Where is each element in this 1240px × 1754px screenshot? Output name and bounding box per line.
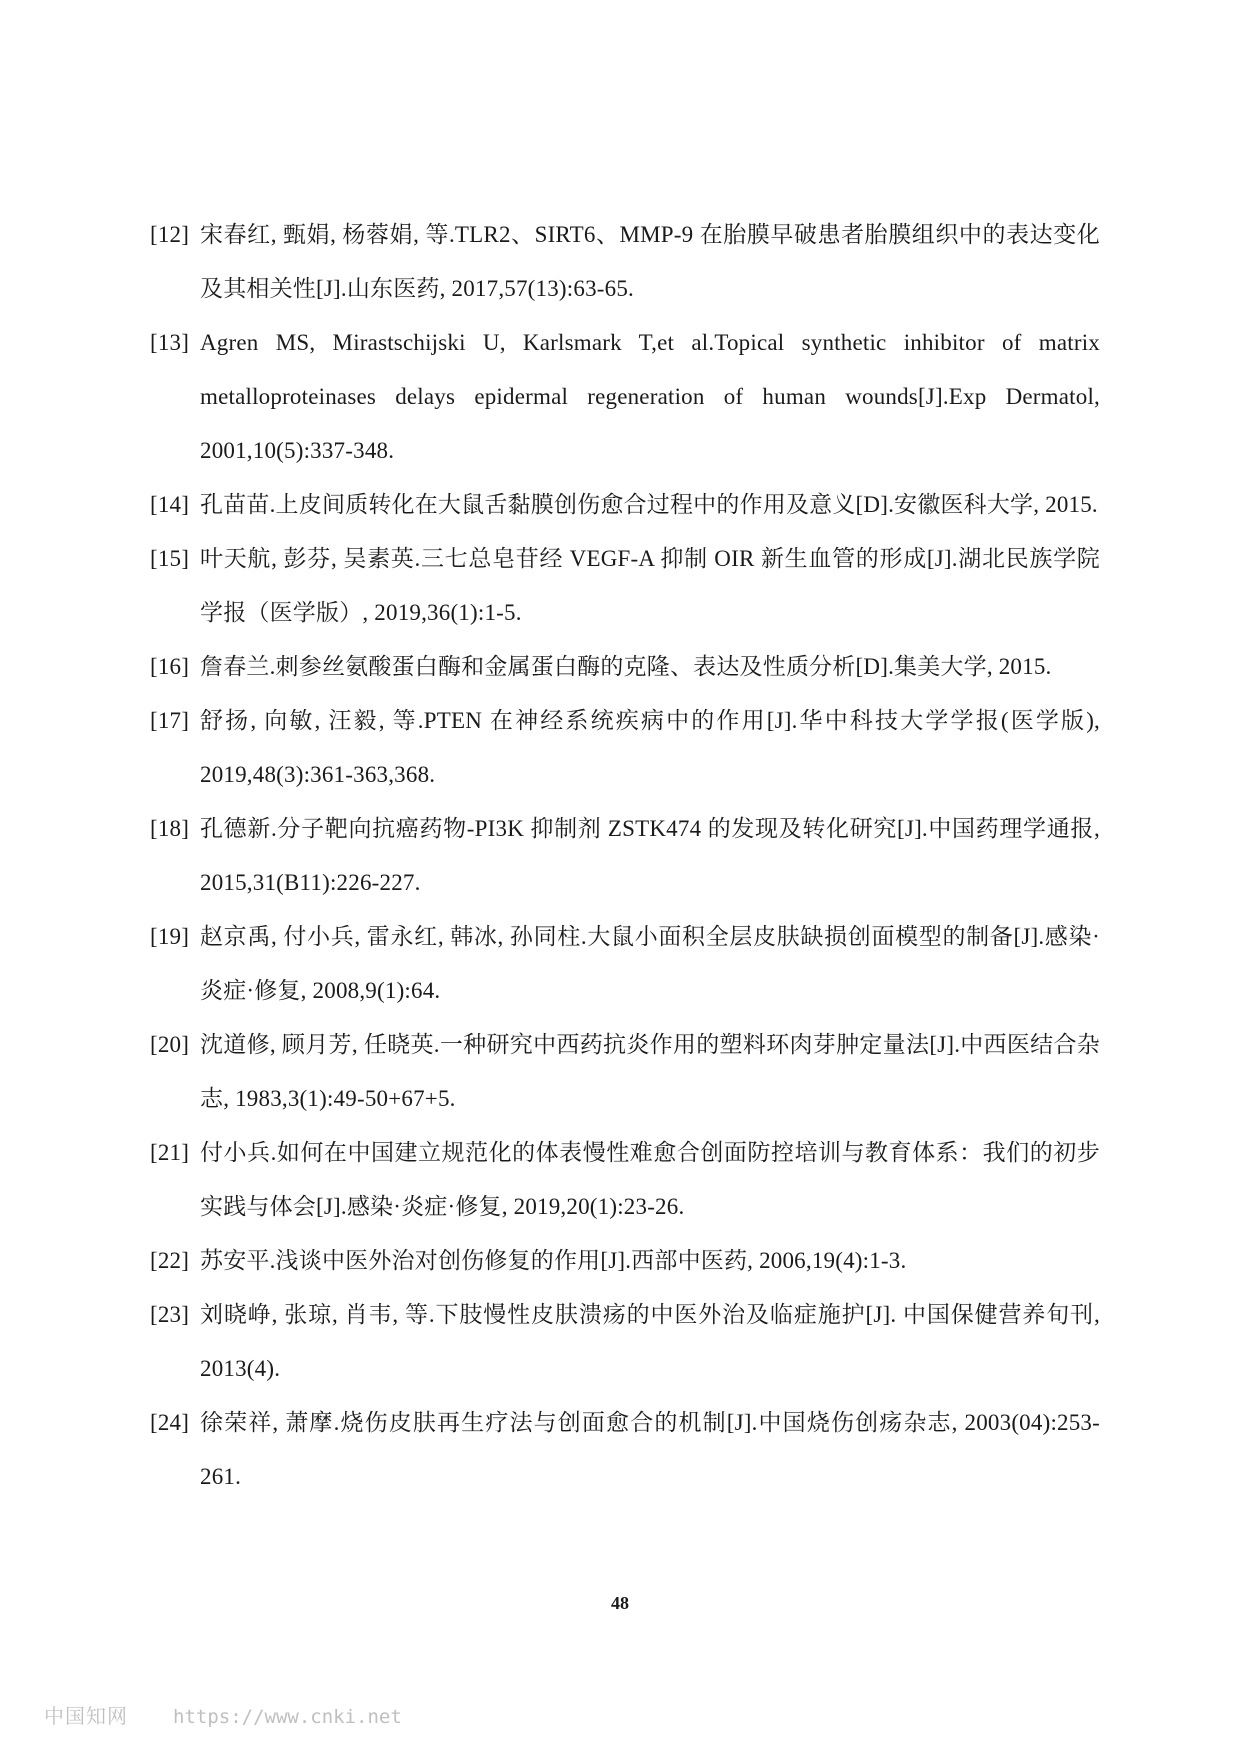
reference-number: [17] — [150, 708, 190, 733]
reference-number: [13] — [150, 330, 190, 355]
reference-text: 宋春红, 甄娟, 杨蓉娟, 等.TLR2、SIRT6、MMP-9 在胎膜早破患者胎膜组织中的表达变化及其相关性[J].山东医药, 2017,57(13):63-65. — [200, 222, 1100, 301]
reference-text: Agren MS, Mirastschijski U, Karlsmark T,et al.Topical synthetic inhibitor of matrix metalloproteinases delays epidermal regeneration of human wounds[J].Exp Dermatol, 2001,10(5):337-348. — [200, 330, 1100, 463]
reference-number: [22] — [150, 1248, 190, 1273]
reference-item — [150, 1396, 1100, 1504]
reference-item — [150, 694, 1100, 802]
reference-text: 刘晓峥, 张琼, 肖韦, 等.下肢慢性皮肤溃疡的中医外治及临症施护[J]. 中国保健营养旬刊, 2013(4). — [200, 1302, 1100, 1381]
reference-text: 孔德新.分子靶向抗癌药物-PI3K 抑制剂 ZSTK474 的发现及转化研究[J].中国药理学通报, 2015,31(B11):226-227. — [200, 816, 1100, 895]
cnki-watermark — [44, 1700, 402, 1729]
page-number: 48 — [611, 1593, 629, 1613]
reference-item — [150, 316, 1100, 478]
reference-text: 付小兵.如何在中国建立规范化的体表慢性难愈合创面防控培训与教育体系：我们的初步实践与体会[J].感染·炎症·修复, 2019,20(1):23-26. — [200, 1140, 1100, 1219]
reference-item — [150, 478, 1100, 532]
reference-number: [23] — [150, 1302, 190, 1327]
watermark-url: https://www.cnki.net — [173, 1706, 402, 1728]
reference-number: [12] — [150, 222, 190, 247]
watermark-site-name: 中国知网 — [44, 1704, 128, 1728]
reference-text: 孔苗苗.上皮间质转化在大鼠舌黏膜创伤愈合过程中的作用及意义[D].安徽医科大学, 2015. — [200, 492, 1098, 517]
reference-number: [14] — [150, 492, 190, 517]
reference-number: [21] — [150, 1140, 190, 1165]
reference-item — [150, 532, 1100, 640]
reference-item — [150, 208, 1100, 316]
reference-text: 詹春兰.刺参丝氨酸蛋白酶和金属蛋白酶的克隆、表达及性质分析[D].集美大学, 2015. — [200, 654, 1052, 679]
reference-number: [24] — [150, 1410, 190, 1435]
reference-text: 叶天航, 彭芬, 吴素英.三七总皂苷经 VEGF-A 抑制 OIR 新生血管的形成[J].湖北民族学院学报（医学版）, 2019,36(1):1-5. — [200, 546, 1100, 625]
reference-item — [150, 802, 1100, 910]
reference-text: 舒扬, 向敏, 汪毅, 等.PTEN 在神经系统疾病中的作用[J].华中科技大学学报(医学版), 2019,48(3):361-363,368. — [200, 708, 1100, 787]
reference-text: 苏安平.浅谈中医外治对创伤修复的作用[J].西部中医药, 2006,19(4):1-3. — [200, 1248, 907, 1273]
reference-item — [150, 1126, 1100, 1234]
reference-item — [150, 910, 1100, 1018]
reference-number: [16] — [150, 654, 190, 679]
reference-item — [150, 1288, 1100, 1396]
reference-item — [150, 640, 1100, 694]
reference-item — [150, 1018, 1100, 1126]
reference-number: [18] — [150, 816, 190, 841]
reference-item — [150, 1234, 1100, 1288]
reference-text: 沈道修, 顾月芳, 任晓英.一种研究中西药抗炎作用的塑料环肉芽肿定量法[J].中西医结合杂志, 1983,3(1):49-50+67+5. — [200, 1032, 1100, 1111]
reference-list — [150, 208, 1100, 1504]
reference-text: 赵京禹, 付小兵, 雷永红, 韩冰, 孙同柱.大鼠小面积全层皮肤缺损创面模型的制备[J].感染·炎症·修复, 2008,9(1):64. — [200, 924, 1100, 1003]
reference-number: [20] — [150, 1032, 190, 1057]
reference-number: [15] — [150, 546, 190, 571]
reference-text: 徐荣祥, 萧摩.烧伤皮肤再生疗法与创面愈合的机制[J].中国烧伤创疡杂志, 2003(04):253-261. — [200, 1410, 1100, 1489]
reference-number: [19] — [150, 924, 190, 949]
